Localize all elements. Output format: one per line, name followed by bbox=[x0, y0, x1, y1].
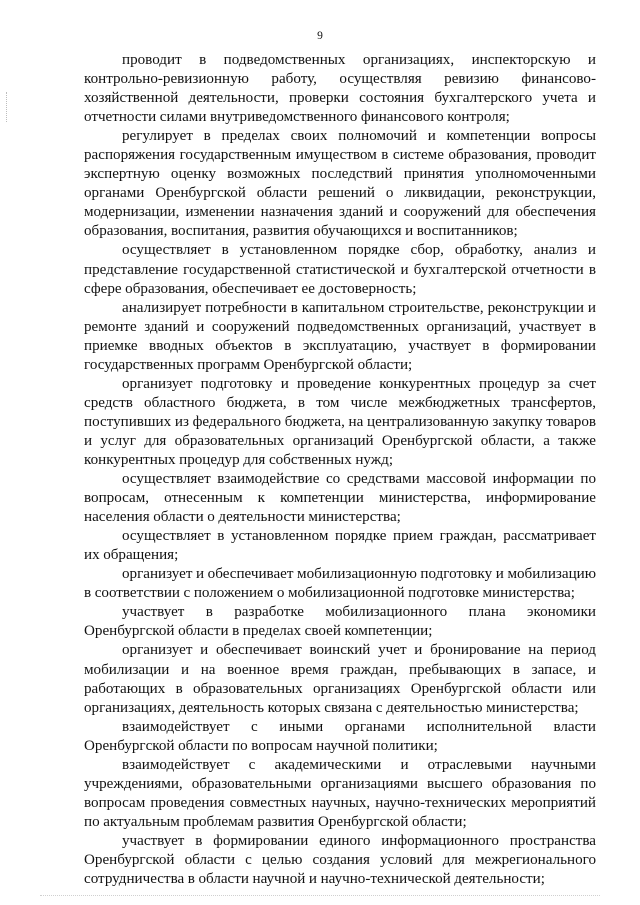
scan-edge-marks bbox=[6, 92, 8, 122]
page-number: 9 bbox=[317, 30, 323, 42]
paragraph: организует подготовку и проведение конкурентных процедур за счет средств областного бюджета, в том числе межбюджетных трансфертов, поступивших из федерального бюджета, на централизованную закупку товаров и услуг для образовательных организаций Оренбургской области, а также конкурентных процедур для собственных нужд; bbox=[84, 375, 596, 468]
paragraph: участвует в разработке мобилизационного плана экономики Оренбургской области в пределах своей компетенции; bbox=[84, 604, 596, 640]
paragraph: проводит в подведомственных организациях, инспекторскую и контрольно-ревизионную работу, осуществляя ревизию финансово-хозяйственной деятельности, проверки состояния бухгалтерского учета и отчетности силами внутриведомственного финансового контроля; bbox=[84, 52, 596, 126]
paragraph: взаимодействует с академическими и отраслевыми научными учреждениями, образовательными организациями высшего образования по вопросам проведения совместных научных, научно-технических мероприятий по актуальным проблемам развития Оренбургской области; bbox=[84, 756, 596, 830]
paragraph: организует и обеспечивает воинский учет и бронирование на период мобилизации и на военное время граждан, пребывающих в запасе, и работающих в образовательных организациях Оренбургской области или организациях, деятельность которых связана с деятельностью министерства; bbox=[84, 642, 596, 716]
paragraph: организует и обеспечивает мобилизационную подготовку и мобилизацию в соответствии с положением о мобилизационной подготовке министерства; bbox=[84, 566, 596, 602]
paragraph: осуществляет в установленном порядке прием граждан, рассматривает их обращения; bbox=[84, 528, 596, 564]
paragraph: осуществляет в установленном порядке сбор, обработку, анализ и представление государственной статистической и бухгалтерской отчетности в сфере образования, обеспечивает ее достоверность; bbox=[84, 242, 596, 297]
paragraph: анализирует потребности в капитальном строительстве, реконструкции и ремонте зданий и сооружений подведомственных организаций, участвует в приемке вводных объектов в эксплуатацию, участвует в формировании государственных программ Оренбургской области; bbox=[84, 299, 596, 373]
paragraph: участвует в формировании единого информационного пространства Оренбургской области с целью создания условий для межрегионального сотрудничества в области научной и научно-технической деятельности; bbox=[84, 832, 596, 888]
paragraph: взаимодействует с иными органами исполнительной власти Оренбургской области по вопросам научной политики; bbox=[84, 718, 596, 754]
scan-bottom-marks bbox=[40, 895, 600, 897]
paragraph: регулирует в пределах своих полномочий и компетенции вопросы распоряжения государственным имуществом в системе образования, проводит экспертную оценку возможных последствий принятия уполномоченными органами Оренбургской области решений о ликвидации, реконструкции, модернизации, изменении назначения зданий и сооружений для обеспечения образования, воспитания, развития обучающихся и воспитанников; bbox=[84, 128, 596, 240]
document-body bbox=[84, 51, 596, 889]
paragraph: осуществляет взаимодействие со средствами массовой информации по вопросам, отнесенным к компетенции министерства, информирование населения области о деятельности министерства; bbox=[84, 471, 596, 526]
